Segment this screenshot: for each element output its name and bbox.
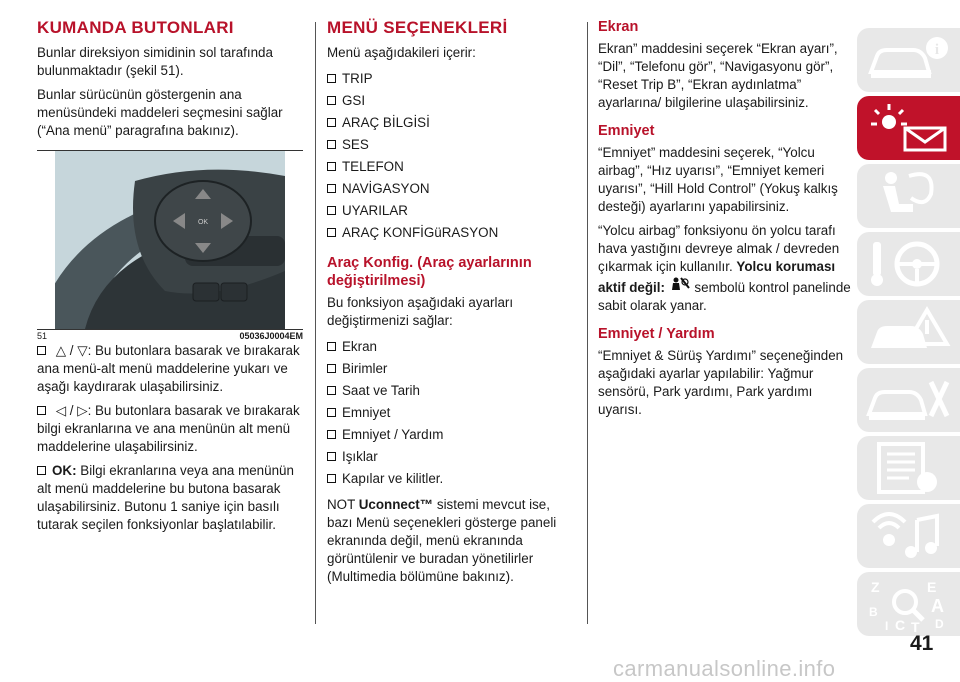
list-item: Emniyet / Yardım	[327, 424, 577, 446]
column-2	[327, 18, 577, 592]
bullet-left-right-text: : Bu butonlara basarak ve bırakarak bilgi ekranlarına ve ana menünün alt menü maddelerine ulaşabilirsiniz.	[37, 403, 300, 454]
warning-lights-icon	[865, 100, 955, 156]
list-item: Emniyet	[327, 402, 577, 424]
separator: /	[69, 403, 74, 418]
svg-text:I: I	[885, 619, 889, 632]
list-item: Işıklar	[327, 446, 577, 468]
column-1	[37, 18, 303, 540]
car-info-icon	[865, 32, 955, 88]
figure-number: 51	[37, 331, 48, 341]
checkbox-bullet-icon	[327, 162, 336, 171]
svg-text:E: E	[927, 579, 937, 595]
svg-text:B: B	[869, 605, 878, 619]
list-item: Kapılar ve kilitler.	[327, 468, 577, 490]
paragraph-menu: Bunlar sürücünün göstergenin ana menüsündeki maddeleri seçmesini sağlar (“Ana menü” paragrafına bakınız).	[37, 87, 283, 138]
list-item: NAVİGASYON	[327, 178, 577, 200]
checkbox-bullet-icon	[327, 118, 336, 127]
yolcu-korumasi-label: Yolcu koruması aktif değil:	[598, 259, 836, 295]
list-item: UYARILAR	[327, 200, 577, 222]
sub-items-list	[327, 336, 577, 490]
uconnect-label: Uconnect™	[358, 497, 434, 512]
checkbox-bullet-icon	[327, 206, 336, 215]
note-uconnect: NOT Uconnect™ sistemi mevcut ise, bazı Menü seçenekleri gösterge paneli ekranında değil, menü ekranında görüntülenir ve buradan yönetilirler (Multimedia bölümüne bakınız).	[327, 497, 557, 584]
paragraph-emniyet-2: “Yolcu airbag” fonksiyonu ön yolcu tarafı hava yastığını devreye almak / devreden çıkarmak için kullanılır. Yolcu koruması aktif değil: sembolü kontrol panelinde sabit olarak yanar.	[598, 223, 851, 313]
figure-51	[37, 150, 303, 330]
menu-items-list	[327, 68, 577, 244]
checkbox-bullet-icon	[327, 364, 336, 373]
bullet-ok-text: Bilgi ekranlarına veya ana menünün alt menü maddelerine bu butona basarak ulaşabilirsiniz. Butonu 1 saniye için basılı tutarak seçilen fonksiyonlar başlatılabilir.	[37, 463, 294, 532]
tab-specifications[interactable]	[857, 436, 960, 500]
paragraph-intro: Bunlar direksiyon simidinin sol tarafında bulunmaktadır (şekil 51).	[37, 45, 273, 78]
passenger-airbag-off-icon	[669, 280, 691, 295]
heading-arac-konfig: Araç Konfig. (Araç ayarlarının değiştirilmesi)	[327, 255, 532, 289]
list-item: TELEFON	[327, 156, 577, 178]
tab-multimedia[interactable]	[857, 504, 960, 568]
heading-ekran: Ekran	[598, 19, 639, 35]
heading-menu-secenekleri: MENÜ SEÇENEKLERİ	[327, 18, 508, 37]
paragraph-ekran: Ekran” maddesini seçerek “Ekran ayarı”, “Dil”, “Telefonu gör”, “Navigasyonu gör”, “Reset Trip B”, “Ekran aydınlatma” ayarlarına/ bilgilerine ulaşabilirsiniz.	[598, 41, 838, 110]
sub-intro: Bu fonksiyon aşağıdaki ayarları değiştirmenizi sağlar:	[327, 295, 514, 328]
triangle-down-icon: ▽	[77, 343, 88, 358]
checkbox-bullet-icon	[327, 184, 336, 193]
tab-car-breakdown[interactable]	[857, 300, 960, 364]
tab-index[interactable]	[857, 572, 960, 636]
svg-text:T: T	[911, 619, 920, 632]
steering-wheel-buttons-image	[55, 151, 285, 329]
specifications-icon	[865, 440, 955, 496]
menu-intro: Menü aşağıdakileri içerir:	[327, 45, 476, 60]
heading-emniyet: Emniyet	[598, 123, 655, 139]
bullet-ok	[37, 462, 303, 534]
car-breakdown-icon	[865, 304, 955, 360]
tab-steering-key[interactable]	[857, 232, 960, 296]
tab-airbag-seat[interactable]	[857, 164, 960, 228]
figure-caption	[37, 330, 303, 342]
tab-car-service[interactable]	[857, 368, 960, 432]
list-item: Saat ve Tarih	[327, 380, 577, 402]
column-divider-1	[315, 22, 316, 624]
bullet-up-down	[37, 342, 303, 396]
svg-text:A: A	[931, 596, 944, 616]
tab-car-info[interactable]	[857, 28, 960, 92]
svg-text:C: C	[895, 617, 906, 632]
triangle-up-icon: △	[55, 343, 67, 358]
checkbox-bullet-icon	[327, 228, 336, 237]
column-3	[598, 18, 853, 425]
list-item: Ekran	[327, 336, 577, 358]
triangle-right-icon: ▷	[77, 403, 88, 418]
checkbox-bullet-icon	[327, 452, 336, 461]
list-item: GSI	[327, 90, 577, 112]
bullet-left-right	[37, 402, 303, 456]
checkbox-bullet-icon	[327, 386, 336, 395]
bullet-up-down-text: : Bu butonlara basarak ve bırakarak ana menü-alt menü maddelerine yukarı ve aşağı kaydırarak ulaşabilirsiniz.	[37, 343, 300, 394]
svg-text:D: D	[935, 617, 944, 631]
watermark[interactable]: carmanualsonline.info	[613, 656, 836, 681]
tab-warning-lights[interactable]	[857, 96, 960, 160]
figure-code: 05036J0004EM	[239, 331, 303, 341]
chapter-tabs	[857, 28, 960, 640]
checkbox-bullet-icon	[327, 430, 336, 439]
checkbox-bullet-icon	[327, 474, 336, 483]
list-item: ARAÇ KONFİGüRASYON	[327, 222, 577, 244]
checkbox-bullet-icon	[37, 466, 46, 475]
index-icon	[865, 576, 955, 632]
svg-text:Z: Z	[871, 579, 880, 595]
checkbox-bullet-icon	[37, 346, 46, 355]
heading-kumanda-butonlari: KUMANDA BUTONLARI	[37, 18, 234, 37]
column-divider-2	[587, 22, 588, 624]
car-service-icon	[865, 372, 955, 428]
airbag-seat-icon	[865, 168, 955, 224]
steering-key-icon	[865, 236, 955, 292]
list-item: Birimler	[327, 358, 577, 380]
paragraph-yardim: “Emniyet & Sürüş Yardımı” seçeneğinden aşağıdaki ayarlar yapılabilir: Yağmur sensörü, Park yardımı, Park yardımı uyarısı.	[598, 348, 844, 417]
checkbox-bullet-icon	[327, 74, 336, 83]
ok-button-label: OK	[197, 219, 209, 226]
checkbox-bullet-icon	[327, 408, 336, 417]
paragraph-emniyet-1: “Emniyet” maddesini seçerek, “Yolcu airbag”, “Hız uyarısı”, “Emniyet kemeri uyarısı”, “Hill Hold Control” (Yokuş kalkış desteği) ayarlarını yapabilirsiniz.	[598, 145, 838, 214]
list-item: SES	[327, 134, 577, 156]
checkbox-bullet-icon	[327, 342, 336, 351]
list-item: ARAÇ BİLGİSİ	[327, 112, 577, 134]
list-item: TRIP	[327, 68, 577, 90]
page-number: 41	[910, 632, 934, 655]
ok-bold-label: OK:	[52, 463, 77, 478]
separator: /	[69, 343, 74, 358]
svg-text:i: i	[934, 42, 940, 58]
checkbox-bullet-icon	[37, 406, 46, 415]
multimedia-icon	[865, 508, 955, 564]
heading-emniyet-yardim: Emniyet / Yardım	[598, 326, 715, 342]
triangle-left-icon: ◁	[55, 403, 67, 418]
checkbox-bullet-icon	[327, 140, 336, 149]
checkbox-bullet-icon	[327, 96, 336, 105]
